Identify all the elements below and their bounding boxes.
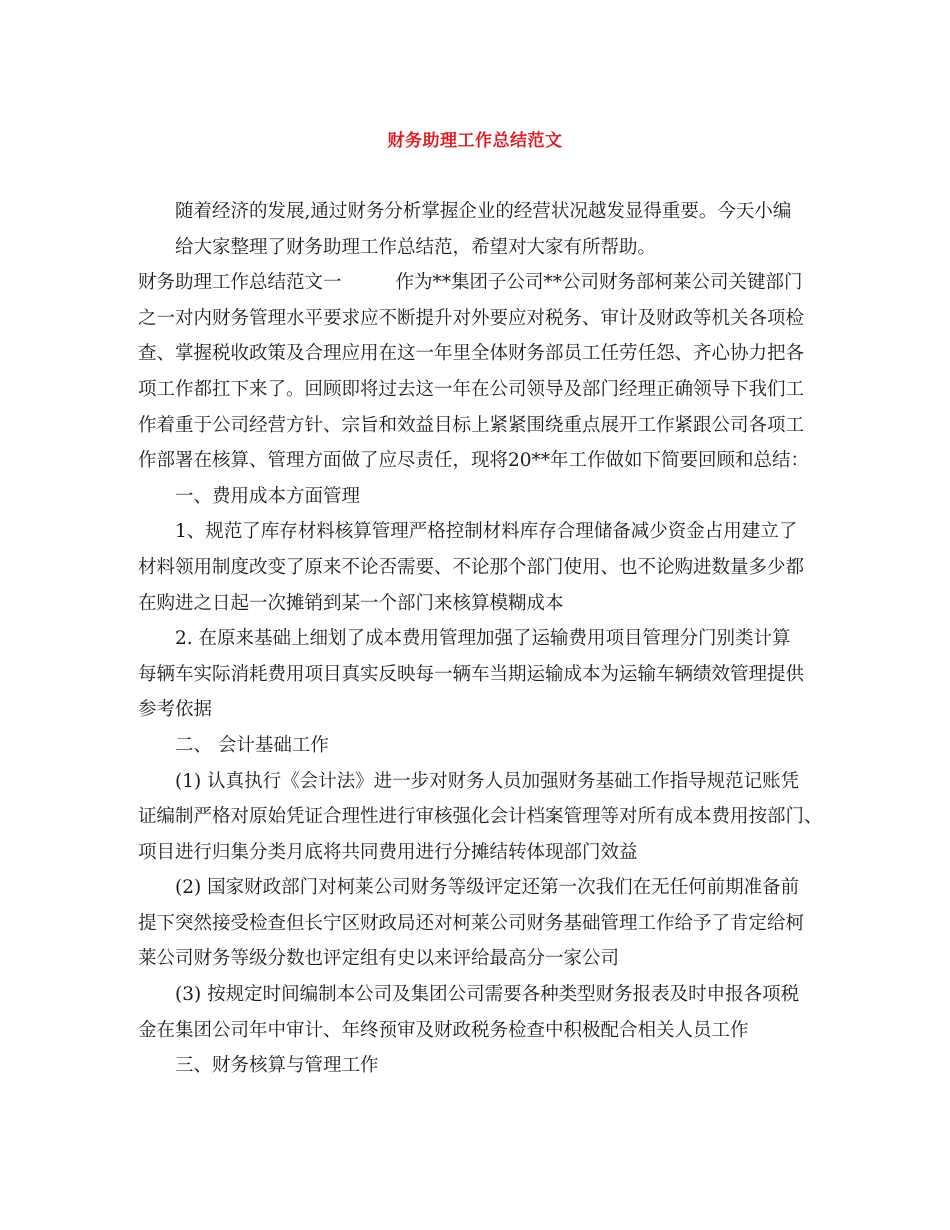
text-line <box>138 443 818 479</box>
text-line-content: (1) 认真执行《会计法》进一步对财务人员加强财务基础工作指导规范记账凭 <box>175 770 800 792</box>
text-line <box>138 1013 818 1049</box>
text-line-content: 作部署在核算、管理方面做了应尽责任，现将20**年工作做如下简要回顾和总结： <box>138 450 810 472</box>
text-line-content: 莱公司财务等级分数也评定组有史以来评给最高分一家公司 <box>138 948 620 970</box>
text-line-content: (3) 按规定时间编制本公司及集团公司需要各种类型财务报表及时申报各项税 <box>175 984 800 1006</box>
text-line <box>138 301 818 337</box>
text-line <box>138 835 818 871</box>
text-line <box>138 657 818 693</box>
text-line-content: 给大家整理了财务助理工作总结范，希望对大家有所帮助。 <box>175 236 657 258</box>
text-line-content: (2) 国家财政部门对柯莱公司财务等级评定还第一次我们在无任何前期准备前 <box>175 877 800 899</box>
text-line <box>138 265 818 301</box>
text-line <box>138 230 818 266</box>
text-line <box>138 870 818 906</box>
text-line <box>138 621 818 657</box>
text-line <box>138 336 818 372</box>
text-line-content: 二、 会计基础工作 <box>175 734 329 756</box>
text-line-content-continued: 作为**集团子公司**公司财务部柯莱公司关键部门 <box>395 272 803 294</box>
text-line-content: 参考依据 <box>138 699 213 721</box>
text-line-content: 三、财务核算与管理工作 <box>175 1055 379 1077</box>
text-line <box>138 479 818 515</box>
text-line-content: 每辆车实际消耗费用项目真实反映每一辆车当期运输成本为运输车辆绩效管理提供 <box>138 663 805 685</box>
text-line-content: 材料领用制度改变了原来不论否需要、不论那个部门使用、也不论购进数量多少都 <box>138 556 805 578</box>
text-line-content: 财务助理工作总结范文一 <box>138 272 342 294</box>
text-line <box>138 194 818 230</box>
text-line <box>138 586 818 622</box>
text-line-content: 证编制严格对原始凭证合理性进行审核强化会计档案管理等对所有成本费用按部门、 <box>138 806 823 828</box>
text-line <box>138 764 818 800</box>
text-line-content: 项工作都扛下来了。回顾即将过去这一年在公司领导及部门经理正确领导下我们工 <box>138 378 805 400</box>
text-line-content: 查、掌握税收政策及合理应用在这一年里全体财务部员工任劳任怨、齐心协力把各 <box>138 343 805 365</box>
text-line-content: 一、费用成本方面管理 <box>175 485 361 507</box>
text-line-content: 1、规范了库存材料核算管理严格控制材料库存合理储备减少资金占用建立了 <box>175 521 798 543</box>
text-line <box>138 941 818 977</box>
text-line <box>138 550 818 586</box>
text-line-content: 之一对内财务管理水平要求应不断提升对外要应对税务、审计及财政等机关各项检 <box>138 307 805 329</box>
document-title: 财务助理工作总结范文 <box>387 131 563 151</box>
text-line <box>138 692 818 728</box>
text-line <box>138 372 818 408</box>
text-line <box>138 799 823 835</box>
text-line-content: 2. 在原来基础上细划了成本费用管理加强了运输费用项目管理分门别类计算 <box>175 628 791 650</box>
text-line-content: 提下突然接受检查但长宁区财政局还对柯莱公司财务基础管理工作给予了肯定给柯 <box>138 912 805 934</box>
text-line <box>138 408 818 444</box>
text-line <box>138 728 818 764</box>
text-line-content: 随着经济的发展,通过财务分析掌握企业的经营状况越发显得重要。今天小编 <box>175 201 792 222</box>
document-body <box>138 194 823 1084</box>
text-line <box>138 906 818 942</box>
text-line <box>138 1048 818 1084</box>
text-line-content: 作着重于公司经营方针、宗旨和效益目标上紧紧围绕重点展开工作紧跟公司各项工 <box>138 414 805 436</box>
text-line <box>138 514 818 550</box>
text-line <box>138 977 818 1013</box>
text-line-content: 金在集团公司年中审计、年终预审及财政税务检查中积极配合相关人员工作 <box>138 1019 749 1041</box>
text-line-content: 项目进行归集分类月底将共同费用进行分摊结转体现部门效益 <box>138 841 638 863</box>
text-line-content: 在购进之日起一次摊销到某一个部门来核算模糊成本 <box>138 592 564 614</box>
